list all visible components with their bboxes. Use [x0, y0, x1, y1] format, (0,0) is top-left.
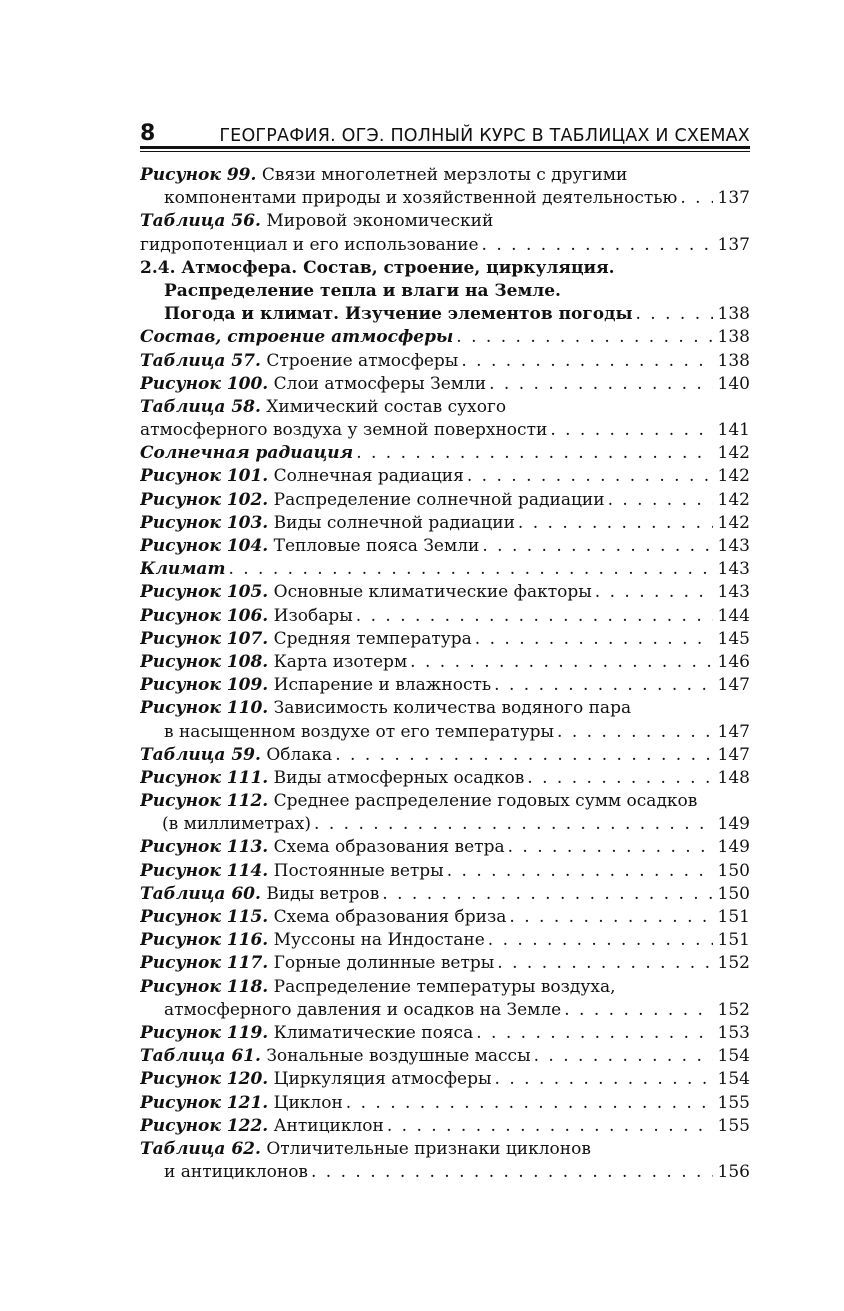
toc-entry	[140, 929, 750, 952]
section-heading-continuation	[140, 280, 750, 303]
toc-entry-text: атмосферного воздуха у земной поверхности	[140, 420, 548, 441]
toc-entry	[140, 790, 750, 813]
toc-page-number: 152	[717, 999, 750, 1020]
leader-dots	[410, 651, 713, 674]
toc-page-number: 147	[717, 744, 750, 765]
leader-dots	[636, 303, 714, 326]
section-heading	[140, 257, 750, 280]
toc-entry-label: Рисунок 110.	[140, 698, 269, 719]
leader-dots	[527, 767, 713, 790]
section-title: Погода и климат. Изучение элементов погоды	[164, 304, 633, 325]
leader-dots	[518, 512, 713, 535]
toc-entry-label: Таблица 57.	[140, 350, 261, 371]
toc-page-number: 154	[717, 1069, 750, 1090]
leader-dots	[489, 373, 713, 396]
leader-dots	[311, 1161, 713, 1184]
toc-page-number: 152	[717, 953, 750, 974]
toc-entry	[140, 535, 750, 558]
toc-entry	[140, 373, 750, 396]
header-rule-thick	[140, 146, 750, 149]
toc-entry-label: Таблица 61.	[140, 1046, 261, 1067]
toc-page-number: 155	[717, 1092, 750, 1113]
toc-entry	[140, 767, 750, 790]
toc-entry	[140, 836, 750, 859]
toc-entry-label: Таблица 62.	[140, 1138, 261, 1159]
table-of-contents	[140, 164, 750, 1184]
toc-page-number: 151	[717, 930, 750, 951]
leader-dots	[314, 813, 713, 836]
toc-entry	[140, 744, 750, 767]
toc-page-number: 149	[717, 814, 750, 835]
toc-entry-text: Схема образования ветра	[273, 837, 505, 858]
toc-entry-label: Рисунок 105.	[140, 582, 269, 603]
toc-entry-continuation	[140, 813, 750, 836]
toc-entry-label: Рисунок 102.	[140, 489, 269, 510]
toc-entry-text: Химический состав сухого	[266, 396, 507, 417]
toc-entry-label: Рисунок 120.	[140, 1069, 269, 1090]
toc-entry-text: Средняя температура	[273, 628, 472, 649]
toc-page-number: 147	[717, 721, 750, 742]
leader-dots	[595, 581, 713, 604]
toc-entry-label: Рисунок 109.	[140, 675, 269, 696]
toc-entry	[140, 512, 750, 535]
leader-dots	[564, 999, 713, 1022]
subsection-heading	[140, 326, 750, 349]
leader-dots	[476, 1022, 713, 1045]
toc-entry-label: Таблица 59.	[140, 744, 261, 765]
toc-entry-text: гидропотенциал и его использование	[140, 234, 479, 255]
toc-entry	[140, 1045, 750, 1068]
leader-dots	[356, 442, 713, 465]
toc-page-number: 137	[717, 234, 750, 255]
toc-entry-text: Испарение и влажность	[273, 675, 492, 696]
toc-entry-label: Рисунок 103.	[140, 512, 269, 533]
toc-entry-label: Рисунок 106.	[140, 605, 269, 626]
toc-entry-label: Рисунок 99.	[140, 165, 257, 185]
toc-entry	[140, 1115, 750, 1138]
toc-page-number: 141	[717, 420, 750, 441]
toc-page-number: 151	[717, 907, 750, 927]
toc-page-number: 156	[717, 1162, 750, 1183]
toc-entry-label: Рисунок 114.	[140, 860, 269, 881]
toc-entry-text: Распределение солнечной радиации	[273, 489, 605, 510]
toc-entry-label: Рисунок 101.	[140, 466, 269, 487]
toc-page-number: 147	[717, 675, 750, 696]
toc-entry-text: Основные климатические факторы	[273, 582, 592, 603]
leader-dots	[447, 860, 713, 883]
toc-entry	[140, 581, 750, 604]
toc-entry-text: Циклон	[273, 1092, 343, 1113]
subsection-title: Солнечная радиация	[140, 443, 354, 464]
leader-dots	[509, 906, 713, 929]
toc-entry-text: (в миллиметрах)	[162, 814, 312, 835]
toc-entry-continuation	[140, 234, 750, 257]
toc-page-number: 143	[717, 536, 750, 556]
toc-entry-label: Рисунок 118.	[140, 976, 269, 997]
toc-entry	[140, 605, 750, 628]
toc-entry-text: Отличительные признаки циклонов	[266, 1138, 591, 1159]
leader-dots	[497, 952, 713, 975]
toc-page-number: 143	[717, 582, 750, 603]
toc-entry	[140, 1068, 750, 1091]
toc-entry-label: Рисунок 104.	[140, 536, 269, 556]
toc-entry-text: Зональные воздушные массы	[266, 1046, 531, 1067]
toc-entry-text: Мировой экономический	[266, 211, 494, 232]
toc-entry-text: Строение атмосферы	[266, 350, 459, 371]
toc-entry-label: Таблица 58.	[140, 396, 261, 417]
toc-entry	[140, 1092, 750, 1115]
toc-page-number: 150	[717, 860, 750, 881]
leader-dots	[508, 836, 713, 859]
toc-entry-text: атмосферного давления и осадков на Земле	[164, 999, 562, 1020]
toc-entry	[140, 697, 750, 720]
toc-entry-text: Виды ветров	[266, 883, 380, 904]
toc-entry-text: Тепловые пояса Земли	[273, 536, 480, 556]
section-title: Распределение тепла и влаги на Земле.	[164, 280, 561, 301]
toc-entry-text: Антициклон	[273, 1115, 384, 1136]
toc-page-number: 144	[717, 605, 750, 626]
leader-dots	[228, 558, 713, 581]
leader-dots	[461, 350, 713, 373]
toc-page-number: 138	[717, 327, 750, 348]
toc-page-number: 137	[717, 188, 750, 209]
toc-entry-label: Рисунок 115.	[140, 907, 269, 927]
toc-entry-text: Облака	[266, 744, 333, 765]
toc-entry-label: Таблица 56.	[140, 211, 261, 232]
toc-entry	[140, 952, 750, 975]
toc-entry-continuation	[140, 419, 750, 442]
toc-entry-label: Рисунок 119.	[140, 1022, 269, 1043]
toc-entry	[140, 465, 750, 488]
subsection-heading	[140, 442, 750, 465]
toc-entry	[140, 1022, 750, 1045]
toc-entry-text: Постоянные ветры	[273, 860, 444, 881]
leader-dots	[482, 535, 713, 558]
toc-entry-label: Рисунок 117.	[140, 953, 269, 974]
toc-entry-text: Муссоны на Индостане	[273, 930, 485, 951]
toc-page-number: 155	[717, 1115, 750, 1136]
leader-dots	[495, 1068, 713, 1091]
toc-entry	[140, 628, 750, 651]
toc-page-number: 142	[717, 489, 750, 510]
toc-entry-continuation	[140, 1161, 750, 1184]
toc-entry-label: Рисунок 112.	[140, 791, 269, 812]
toc-entry	[140, 489, 750, 512]
leader-dots	[382, 883, 713, 906]
toc-entry-label: Рисунок 108.	[140, 651, 269, 672]
leader-dots	[456, 326, 713, 349]
toc-entry-text: Схема образования бриза	[273, 907, 507, 927]
toc-entry-text: Горные долинные ветры	[273, 953, 495, 974]
header-rule-thin	[140, 151, 750, 152]
leader-dots	[680, 187, 713, 210]
toc-entry-text: Связи многолетней мерзлоты с другими	[261, 165, 628, 185]
toc-entry-text: Распределение температуры воздуха,	[273, 976, 616, 997]
toc-entry	[140, 906, 750, 929]
toc-entry-text: Солнечная радиация	[273, 466, 464, 487]
toc-entry	[140, 350, 750, 373]
toc-entry-text: Виды атмосферных осадков	[273, 767, 525, 788]
toc-entry-label: Рисунок 113.	[140, 837, 269, 858]
leader-dots	[557, 721, 713, 744]
leader-dots	[346, 1092, 713, 1115]
toc-page-number: 142	[717, 466, 750, 487]
toc-entry	[140, 1138, 750, 1161]
toc-page-number: 142	[717, 512, 750, 533]
running-title: ГЕОГРАФИЯ. ОГЭ. ПОЛНЫЙ КУРС В ТАБЛИЦАХ И СХЕМАХ	[219, 125, 750, 146]
toc-entry-text: Изобары	[273, 605, 353, 626]
toc-page-number: 150	[717, 883, 750, 904]
running-header	[140, 113, 750, 145]
toc-entry-continuation	[140, 187, 750, 210]
leader-dots	[356, 605, 713, 628]
toc-entry-text: Виды солнечной радиации	[273, 512, 515, 533]
toc-entry-label: Рисунок 121.	[140, 1092, 269, 1113]
section-title: 2.4. Атмосфера. Состав, строение, циркуляция.	[140, 257, 615, 278]
toc-page-number: 148	[717, 767, 750, 788]
toc-page-number: 143	[717, 559, 750, 580]
toc-entry-text: Климатические пояса	[273, 1022, 474, 1043]
toc-entry	[140, 976, 750, 999]
toc-page-number: 153	[717, 1022, 750, 1043]
toc-entry-text: Циркуляция атмосферы	[273, 1069, 492, 1090]
toc-entry-text: в насыщенном воздухе от его температуры	[164, 721, 555, 742]
leader-dots	[475, 628, 713, 651]
toc-page-number: 138	[717, 304, 750, 325]
toc-entry	[140, 210, 750, 233]
toc-entry-label: Рисунок 122.	[140, 1115, 269, 1136]
toc-entry	[140, 651, 750, 674]
toc-entry	[140, 674, 750, 697]
toc-entry-text: и антициклонов	[164, 1162, 308, 1183]
toc-entry-label: Рисунок 100.	[140, 373, 269, 394]
leader-dots	[550, 419, 713, 442]
leader-dots	[608, 489, 713, 512]
toc-entry-continuation	[140, 721, 750, 744]
toc-page-number: 149	[717, 837, 750, 858]
toc-entry-label: Таблица 60.	[140, 883, 261, 904]
toc-page-number: 142	[717, 443, 750, 464]
page-number: 8	[140, 121, 156, 146]
toc-page-number: 154	[717, 1046, 750, 1067]
toc-entry-label: Рисунок 116.	[140, 930, 269, 951]
toc-entry-text: Карта изотерм	[273, 651, 408, 672]
toc-page-number: 146	[717, 651, 750, 672]
leader-dots	[467, 465, 713, 488]
leader-dots	[488, 929, 713, 952]
toc-page-number: 138	[717, 350, 750, 371]
toc-entry	[140, 164, 750, 187]
leader-dots	[482, 234, 713, 257]
toc-entry	[140, 883, 750, 906]
toc-entry-label: Рисунок 107.	[140, 628, 269, 649]
toc-entry-continuation	[140, 999, 750, 1022]
toc-entry-text: компонентами природы и хозяйственной деятельностью	[164, 188, 678, 209]
toc-entry-text: Слои атмосферы Земли	[273, 373, 487, 394]
subsection-heading	[140, 558, 750, 581]
toc-entry-label: Рисунок 111.	[140, 767, 269, 788]
subsection-title: Климат	[140, 559, 226, 580]
leader-dots	[494, 674, 713, 697]
section-heading-continuation	[140, 303, 750, 326]
subsection-title: Состав, строение атмосферы	[140, 327, 454, 348]
toc-page-number: 140	[717, 373, 750, 394]
toc-entry	[140, 396, 750, 419]
leader-dots	[335, 744, 713, 767]
toc-entry-text: Зависимость количества водяного пара	[273, 698, 632, 719]
toc-entry-text: Среднее распределение годовых сумм осадков	[273, 791, 698, 812]
toc-page-number: 145	[717, 628, 750, 649]
leader-dots	[534, 1045, 713, 1068]
leader-dots	[387, 1115, 713, 1138]
toc-entry	[140, 860, 750, 883]
